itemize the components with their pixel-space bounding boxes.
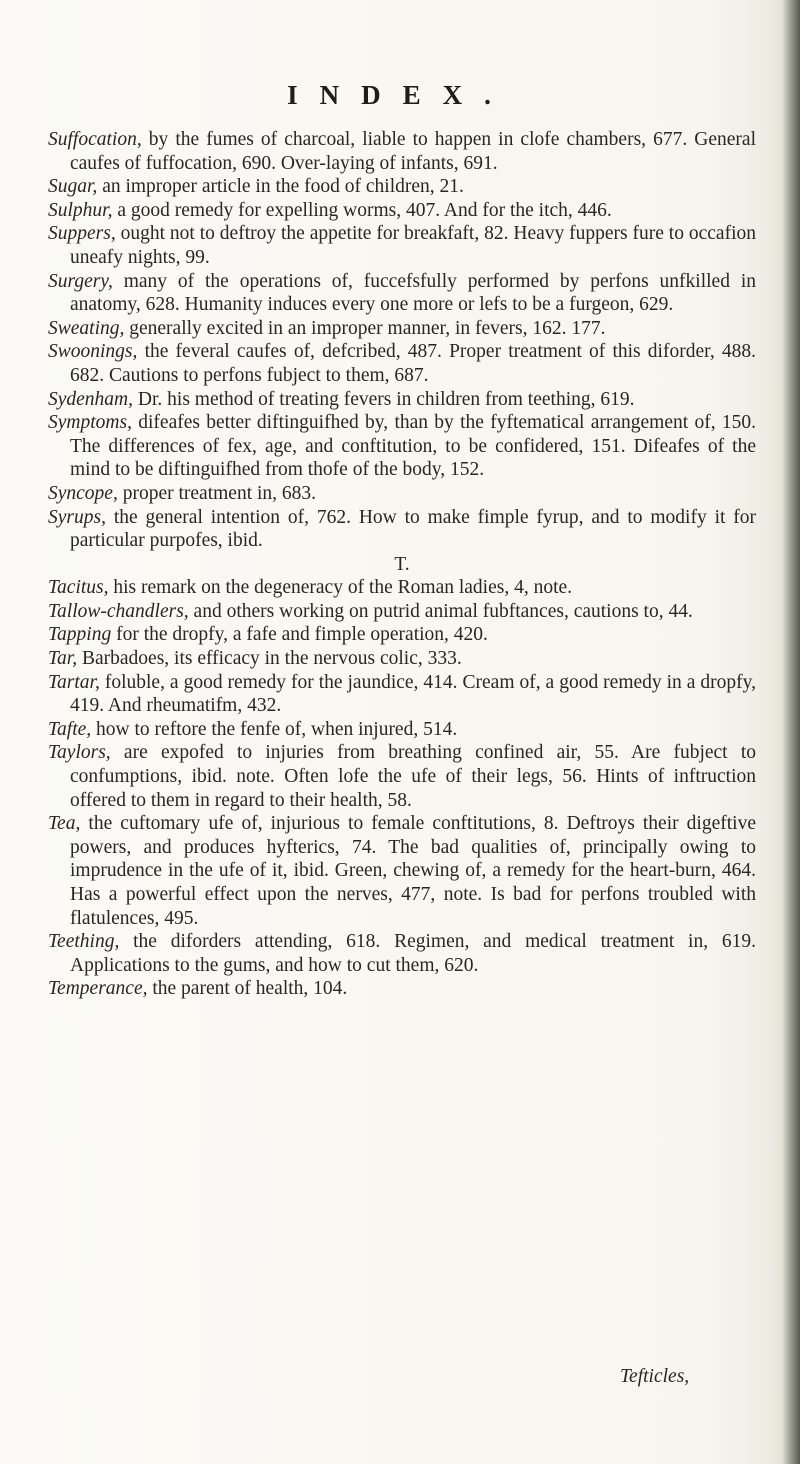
entry-text: a good remedy for expelling worms, 407. And for the itch, 446. [112, 199, 612, 221]
index-entry [48, 222, 756, 269]
entry-text: the cuftomary ufe of, injurious to female conftitutions, 8. Deftroys their digeftive powers, and produces hyfterics, 74. The bad qualities of, principally owing to imprudence in the ufe of it, ibid. Green, chewing of, a remedy for the heart-burn, 464. Has a powerful effect upon the nerves, 477, note. Is bad for perfons troubled with flatulences, 495. [70, 813, 756, 929]
entry-text: proper treatment in, 683. [117, 482, 317, 504]
index-entry [48, 199, 756, 223]
entry-text: difeafes better diftinguifhed by, than by the fyftematical arrangement of, 150. The differences of fex, age, and conftitution, to be confidered, 151. Difeafes of the mind to be diftinguifhed from thofe of the body, 152. [70, 412, 756, 481]
entry-text: Barbadoes, its efficacy in the nervous colic, 333. [77, 648, 462, 670]
entry-term: Sugar, [48, 176, 98, 198]
entry-text: foluble, a good remedy for the jaundice, 414. Cream of, a good remedy in a dropfy, 419. And rheumatifm, 432. [70, 671, 756, 717]
index-body [48, 128, 756, 1001]
entry-text: and others working on putrid animal fubftances, cautions to, 44. [188, 600, 693, 622]
index-entry [48, 317, 756, 341]
entry-term: Syncope, [48, 482, 118, 504]
index-entry [48, 647, 756, 671]
entry-text: generally excited in an improper manner, in fevers, 162. 177. [124, 317, 606, 339]
entry-text: the parent of health, 104. [147, 978, 348, 1000]
entry-text: are expofed to injuries from breathing confined air, 55. Are fubject to confumptions, ibid. note. Often lofe the ufe of their legs, 56. Hints of inftruction offered to them in regard to their health, 58. [70, 742, 756, 811]
entry-term: Temperance, [48, 978, 148, 1000]
entry-term: Sweating, [48, 317, 125, 339]
entry-text: Dr. his method of treating fevers in children from teething, 619. [133, 388, 635, 410]
entry-term: Tartar, [48, 671, 100, 693]
section-letter: T. [394, 553, 410, 575]
entry-text: how to reftore the fenfe of, when injured, 514. [91, 718, 458, 740]
index-entry [48, 623, 756, 647]
entry-term: Taylors, [48, 742, 111, 764]
index-entry [48, 482, 756, 506]
entry-term: Syrups, [48, 506, 106, 528]
index-entry [48, 718, 756, 742]
entry-term: Tafte, [48, 718, 92, 740]
entry-term: Tea, [48, 813, 81, 835]
index-entry [48, 671, 756, 718]
index-entry [48, 576, 756, 600]
entry-term: Suffocation, [48, 129, 142, 150]
page-edge-shadow [782, 0, 800, 1464]
index-entry [48, 128, 756, 175]
entry-text: by the fumes of charcoal, liable to happen in clofe chambers, 677. General caufes of fuffocation, 690. Over-laying of infants, 691. [70, 129, 756, 174]
entry-term: Tallow-chandlers, [48, 600, 189, 622]
page-header: INDEX. [287, 80, 513, 110]
entry-text: the feveral caufes of, defcribed, 487. Proper treatment of this diforder, 488. 682. Cautions to perfons fubject to them, 687. [70, 341, 756, 386]
entry-text: the general intention of, 762. How to make fimple fyrup, and to modify it for particular purpofes, ibid. [70, 506, 756, 552]
catchword: Tefticles, [620, 1366, 690, 1387]
entry-term: Surgery, [48, 270, 113, 292]
index-entry [48, 812, 756, 930]
index-entry [48, 175, 756, 199]
entry-text: an improper article in the food of children, 21. [97, 176, 464, 198]
index-entry [48, 411, 756, 482]
entry-term: Tacitus, [48, 577, 109, 599]
entry-term: Tar, [48, 648, 78, 670]
index-entry [48, 388, 756, 412]
index-entry [48, 741, 756, 812]
entry-term: Symptoms, [48, 412, 132, 434]
entry-term: Swoonings, [48, 341, 138, 363]
entry-term: Teething, [48, 931, 120, 953]
index-entry [48, 340, 756, 387]
index-entry [48, 600, 756, 624]
index-entry [48, 930, 756, 977]
entry-term: Sulphur, [48, 199, 113, 221]
index-entry [48, 506, 756, 553]
entry-text: ought not to deftroy the appetite for breakfaft, 82. Heavy fuppers fure to occafion uneafy nights, 99. [70, 223, 756, 268]
entry-text: the diforders attending, 618. Regimen, and medical treatment in, 619. Applications to the gums, and how to cut them, 620. [70, 931, 756, 976]
index-entry [48, 977, 756, 1001]
entry-term: Sydenham, [48, 388, 134, 410]
entry-term: Tapping [48, 624, 112, 646]
index-entry [48, 270, 756, 317]
entry-text: his remark on the degeneracy of the Roman ladies, 4, note. [108, 577, 573, 599]
entry-term: Suppers, [48, 223, 116, 245]
entry-text: for the dropfy, a fafe and fimple operation, 420. [111, 624, 488, 646]
entry-text: many of the operations of, fuccefsfully performed by perfons unfkilled in anatomy, 628. Humanity induces every one more or lefs to be a furgeon, 629. [70, 270, 756, 316]
